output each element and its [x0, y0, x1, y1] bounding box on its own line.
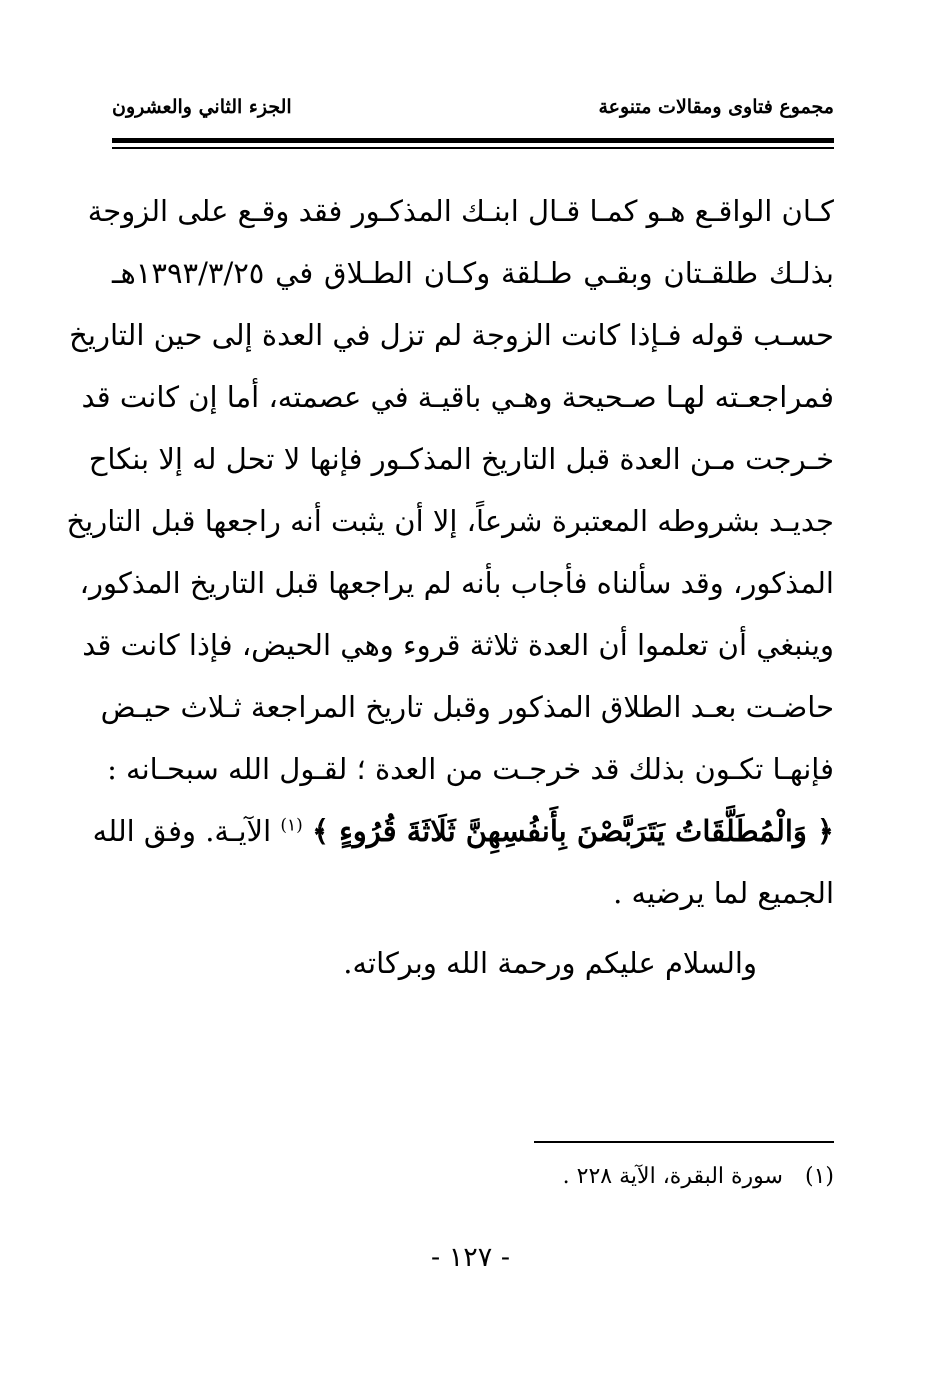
running-header	[112, 96, 834, 130]
body-line-10: فإنهـا تكـون بذلك قد خرجـت من العدة ؛ لقـول الله سبحـانه :	[107, 752, 834, 786]
body-line-4: فمراجعـته لهـا صـحيحة وهـي باقيـة في عصمته، أما إن كانت قد	[81, 380, 834, 414]
footnote-reference: (١)	[280, 815, 303, 836]
body-line-2: بذلـك طلقـتان وبقـي طـلقة وكـان الطـلاق في ١٣٩٣/٣/٢٥هـ	[112, 256, 834, 290]
footnote-number: (١)	[804, 1164, 834, 1189]
body-line-8: وينبغي أن تعلموا أن العدة ثلاثة قروء وهي الحيض، فإذا كانت قد	[82, 628, 834, 662]
body-line-7: المذكور، وقد سألناه فأجاب بأنه لم يراجعها قبل التاريخ المذكور،	[79, 566, 834, 600]
body-line-5: خـرجت مـن العدة قبل التاريخ المذكـور فإنها لا تحل له إلا بنكاح	[88, 442, 834, 476]
verse-line	[92, 800, 834, 862]
body-line-9: حاضـت بعـد الطلاق المذكور وقبل تاريخ المراجعة ثـلاث حيـض	[100, 690, 834, 724]
header-book-title: مجموع فتاوى ومقالات متنوعة	[598, 96, 834, 118]
body-line-6: جديـد بشروطه المعتبرة شرعاً، إلا أن يثبت أنه راجعها قبل التاريخ	[66, 504, 834, 538]
footnote-separator	[534, 1141, 834, 1143]
verse-continuation: الآيـة. وفق الله	[92, 814, 272, 848]
body-last-line: الجميع لما يرضيه .	[613, 876, 834, 910]
page-number: - ١٢٧ -	[431, 1242, 510, 1273]
quran-verse: ﴿ وَالْمُطَلَّقَاتُ يَتَرَبَّصْنَ بِأَنفُسِهِنَّ ثَلَاثَةَ قُرُوءٍ ﴾	[312, 814, 834, 848]
footnote-text: سورة البقرة، الآية ٢٢٨ .	[562, 1164, 783, 1189]
footnote	[563, 1164, 834, 1189]
body-line-1: كـان الواقـع هـو كمـا قـال ابنـك المذكـور فقد وقـع على الزوجة	[87, 194, 834, 228]
body-text	[66, 180, 834, 924]
header-volume: الجزء الثاني والعشرون	[112, 96, 292, 118]
body-line-3: حسـب قوله فـإذا كانت الزوجة لم تزل في العدة إلى حين التاريخ	[69, 318, 834, 352]
header-rule-thick	[112, 138, 834, 143]
closing-salutation: والسلام عليكم ورحمة الله وبركاته.	[343, 946, 757, 980]
header-rule-thin	[112, 147, 834, 149]
